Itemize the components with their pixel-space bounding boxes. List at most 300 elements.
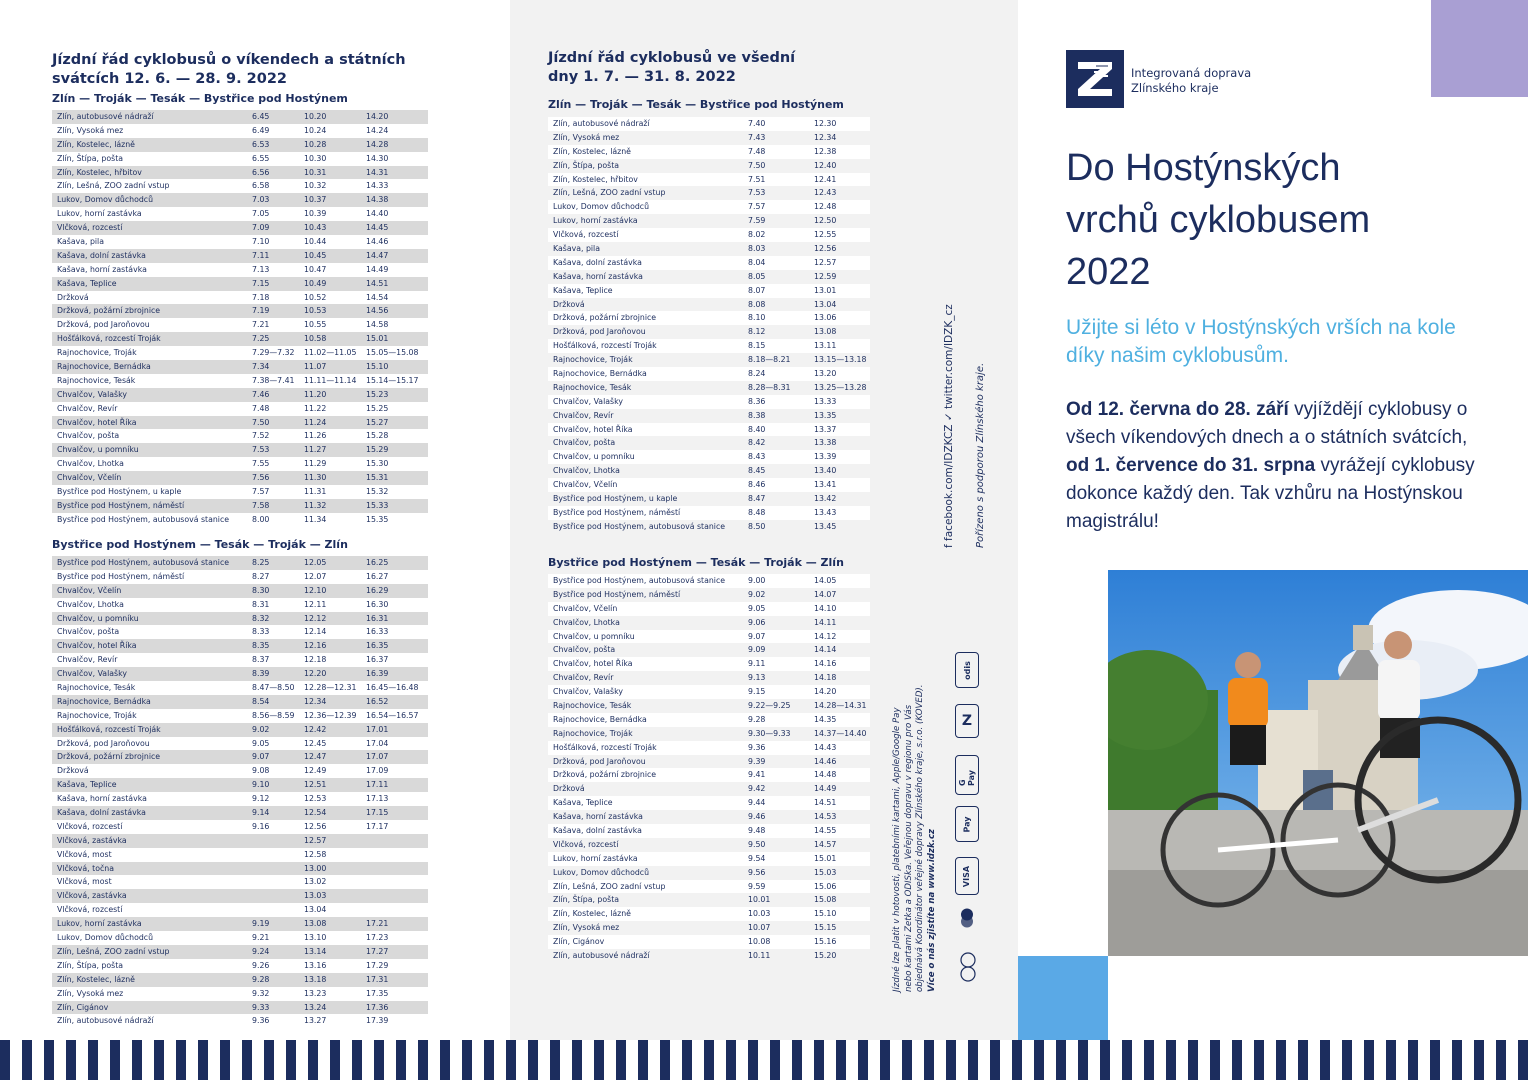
timetable-row bbox=[52, 750, 428, 764]
departure-time: 14.28 bbox=[366, 139, 389, 149]
departure-time: 9.12 bbox=[252, 794, 270, 804]
stop-name: Lukov, Domov důchodců bbox=[553, 867, 650, 877]
stop-name: Chvalčov, hotel Říka bbox=[553, 424, 633, 434]
stop-name: Kašava, horní zastávka bbox=[553, 271, 643, 281]
departure-time: 11.26 bbox=[304, 431, 327, 441]
timetable-row bbox=[548, 741, 870, 755]
departure-time: 10.37 bbox=[304, 195, 327, 205]
stop-name: Chvalčov, pošta bbox=[57, 431, 120, 441]
departure-time: 14.46 bbox=[814, 756, 837, 766]
departure-time: 9.33 bbox=[252, 1002, 270, 1012]
odis-icon: odis bbox=[955, 652, 979, 688]
timetable-row bbox=[52, 166, 428, 180]
departure-time: 14.14 bbox=[814, 645, 837, 655]
timetable-row bbox=[52, 457, 428, 471]
timetable-row bbox=[548, 520, 870, 534]
departure-time: 8.04 bbox=[748, 257, 766, 267]
stop-name: Rajnochovice, Bernádka bbox=[553, 369, 647, 379]
departure-time: 8.07 bbox=[748, 285, 766, 295]
stop-name: Držková bbox=[57, 292, 89, 302]
stop-name: Lukov, Domov důchodců bbox=[57, 195, 154, 205]
departure-time: 8.15 bbox=[748, 341, 766, 351]
stop-name: Zlín, Lešná, ZOO zadní vstup bbox=[57, 946, 170, 956]
departure-time: 14.56 bbox=[366, 306, 389, 316]
departure-time: 7.48 bbox=[748, 146, 766, 156]
timetable-row bbox=[548, 824, 870, 838]
departure-time: 17.17 bbox=[366, 821, 389, 831]
departure-time: 17.35 bbox=[366, 988, 389, 998]
timetable-row bbox=[52, 695, 428, 709]
stop-name: Chvalčov, Lhotka bbox=[553, 466, 620, 476]
departure-time: 8.10 bbox=[748, 313, 766, 323]
timetable-row bbox=[548, 893, 870, 907]
departure-time: 15.35 bbox=[366, 514, 389, 524]
departure-time: 8.43 bbox=[748, 452, 766, 462]
departure-time: 7.53 bbox=[748, 188, 766, 198]
departure-time: 17.21 bbox=[366, 919, 389, 929]
weekend-title-line1: Jízdní řád cyklobusů o víkendech a státních bbox=[52, 52, 406, 68]
timetable-row bbox=[52, 737, 428, 751]
stop-name: Vlčková, zastávka bbox=[57, 835, 127, 845]
timetable-row bbox=[52, 332, 428, 346]
departure-time: 15.10 bbox=[814, 909, 837, 919]
departure-time: 12.56 bbox=[814, 244, 837, 254]
weekend-title bbox=[52, 51, 492, 89]
departure-time: 9.44 bbox=[748, 798, 766, 808]
departure-time: 14.49 bbox=[814, 784, 837, 794]
departure-time: 14.16 bbox=[814, 659, 837, 669]
departure-time: 11.02—11.05 bbox=[304, 348, 357, 358]
departure-time: 9.28 bbox=[252, 974, 270, 984]
timetable-row bbox=[548, 256, 870, 270]
departure-time: 13.38 bbox=[814, 438, 837, 448]
departure-time: 17.15 bbox=[366, 808, 389, 818]
timetable-row bbox=[52, 889, 428, 903]
departure-time: 17.13 bbox=[366, 794, 389, 804]
stop-name: Zlín, Vysoká mez bbox=[553, 132, 620, 142]
departure-time: 11.30 bbox=[304, 473, 327, 483]
stop-name: Chvalčov, Valašky bbox=[57, 669, 127, 679]
stop-name: Bystřice pod Hostýnem, autobusová stanice bbox=[57, 514, 230, 524]
departure-time: 17.31 bbox=[366, 974, 389, 984]
departure-time: 12.05 bbox=[304, 558, 327, 567]
weekday-route-a-title: Zlín — Troják — Tesák — Bystřice pod Hostýnem bbox=[548, 98, 844, 111]
stop-name: Zlín, autobusové nádraží bbox=[553, 119, 650, 128]
stop-name: Kašava, dolní zastávka bbox=[553, 826, 642, 836]
departure-time: 7.13 bbox=[252, 264, 270, 274]
departure-time: 9.16 bbox=[252, 821, 270, 831]
stop-name: Rajnochovice, Bernádka bbox=[57, 362, 151, 372]
stop-name: Bystřice pod Hostýnem, u kaple bbox=[57, 487, 182, 497]
departure-time: 14.54 bbox=[366, 292, 389, 302]
logo-line2: Zlínského kraje bbox=[1131, 81, 1219, 95]
timetable-row bbox=[52, 443, 428, 457]
stop-name: Zlín, autobusové nádraží bbox=[553, 951, 650, 961]
departure-time: 10.01 bbox=[748, 895, 771, 905]
stop-name: Chvalčov, u pomníku bbox=[57, 613, 139, 623]
departure-time: 9.56 bbox=[748, 867, 766, 877]
departure-time: 8.50 bbox=[748, 521, 766, 531]
timetable-row bbox=[52, 402, 428, 416]
timetable-row bbox=[52, 471, 428, 485]
google-pay-icon: G Pay bbox=[955, 755, 979, 795]
timetable-row bbox=[52, 277, 428, 291]
timetable-row bbox=[548, 935, 870, 949]
departure-time: 16.31 bbox=[366, 613, 389, 623]
departure-time: 15.05—15.08 bbox=[366, 348, 419, 358]
timetable-row bbox=[548, 727, 870, 741]
timetable-row bbox=[52, 820, 428, 834]
departure-time: 16.39 bbox=[366, 669, 389, 679]
departure-time: 8.12 bbox=[748, 327, 766, 337]
departure-time: 14.24 bbox=[366, 125, 389, 135]
departure-time: 10.55 bbox=[304, 320, 327, 330]
stop-name: Hošťálková, rozcestí Troják bbox=[553, 742, 657, 752]
departure-time: 13.16 bbox=[304, 960, 327, 970]
departure-time: 17.09 bbox=[366, 766, 389, 776]
departure-time: 8.39 bbox=[252, 669, 270, 679]
timetable-row bbox=[52, 235, 428, 249]
timetable-row bbox=[548, 353, 870, 367]
departure-time: 9.00 bbox=[748, 576, 766, 585]
departure-time: 9.48 bbox=[748, 826, 766, 836]
departure-time bbox=[366, 889, 428, 903]
stop-name: Rajnochovice, Bernádka bbox=[553, 714, 647, 724]
departure-time: 13.02 bbox=[304, 877, 327, 887]
stop-name: Rajnochovice, Tesák bbox=[57, 683, 136, 693]
departure-time: 14.51 bbox=[366, 278, 389, 288]
stop-name: Chvalčov, Lhotka bbox=[57, 599, 124, 609]
stop-name: Lukov, horní zastávka bbox=[553, 216, 638, 226]
timetable-row bbox=[548, 423, 870, 437]
timetable-row bbox=[548, 381, 870, 395]
departure-time: 11.32 bbox=[304, 500, 327, 510]
timetable-row bbox=[52, 152, 428, 166]
timetable-row bbox=[52, 193, 428, 207]
stop-name: Chvalčov, Revír bbox=[553, 410, 614, 420]
departure-time: 9.05 bbox=[748, 603, 766, 613]
stop-name: Kašava, dolní zastávka bbox=[57, 808, 146, 818]
timetable-row bbox=[548, 200, 870, 214]
departure-time: 9.07 bbox=[748, 631, 766, 641]
departure-time: 8.45 bbox=[748, 466, 766, 476]
departure-time: 13.24 bbox=[304, 1002, 327, 1012]
stop-name: Držková, pod Jaroňovou bbox=[57, 738, 150, 748]
mastercard-icon bbox=[957, 908, 977, 928]
stop-name: Rajnochovice, Troják bbox=[553, 355, 633, 365]
stop-name: Zlín, Cigánov bbox=[57, 1002, 109, 1012]
departure-time: 8.46 bbox=[748, 480, 766, 490]
departure-time bbox=[366, 834, 428, 848]
departure-time: 6.56 bbox=[252, 167, 270, 177]
departure-time: 7.57 bbox=[252, 487, 270, 497]
departure-time: 10.39 bbox=[304, 209, 327, 219]
departure-time: 9.39 bbox=[748, 756, 766, 766]
stop-name: Chvalčov, pošta bbox=[57, 627, 120, 637]
departure-time: 12.59 bbox=[814, 271, 837, 281]
departure-time: 13.04 bbox=[814, 299, 837, 309]
departure-time: 13.11 bbox=[814, 341, 837, 351]
departure-time: 13.04 bbox=[304, 905, 327, 915]
departure-time: 13.08 bbox=[304, 919, 327, 929]
stop-name: Zlín, Kostelec, lázně bbox=[57, 974, 135, 984]
departure-time: 9.11 bbox=[748, 659, 766, 669]
departure-time: 7.50 bbox=[748, 160, 766, 170]
stop-name: Chvalčov, Valašky bbox=[553, 687, 623, 697]
departure-time: 7.48 bbox=[252, 403, 270, 413]
body-bold-1: Od 12. června do 28. září bbox=[1066, 399, 1289, 420]
departure-time: 13.01 bbox=[814, 285, 837, 295]
departure-time: 8.25 bbox=[252, 558, 270, 567]
departure-time: 15.20 bbox=[814, 951, 837, 961]
timetable-row bbox=[548, 436, 870, 450]
stop-name: Kašava, horní zastávka bbox=[57, 794, 147, 804]
timetable-row bbox=[548, 616, 870, 630]
departure-time: 10.53 bbox=[304, 306, 327, 316]
timetable-row bbox=[52, 499, 428, 513]
departure-time: 11.27 bbox=[304, 445, 327, 455]
stop-name: Bystřice pod Hostýnem, náměstí bbox=[553, 507, 681, 517]
timetable-row bbox=[52, 709, 428, 723]
departure-time: 13.45 bbox=[814, 521, 837, 531]
departure-time: 10.45 bbox=[304, 250, 327, 260]
timetable-row bbox=[52, 346, 428, 360]
stop-name: Zlín, Vysoká mez bbox=[57, 125, 124, 135]
stop-name: Lukov, Domov důchodců bbox=[57, 933, 154, 943]
departure-time: 14.55 bbox=[814, 826, 837, 836]
stop-name: Vlčková, rozcestí bbox=[57, 905, 123, 915]
timetable-row bbox=[548, 117, 870, 131]
departure-time: 12.57 bbox=[814, 257, 837, 267]
departure-time: 13.40 bbox=[814, 466, 837, 476]
departure-time: 11.29 bbox=[304, 459, 327, 469]
departure-time: 16.54—16.57 bbox=[366, 710, 419, 720]
stop-name: Chvalčov, Revír bbox=[57, 403, 118, 413]
timetable-row bbox=[548, 492, 870, 506]
stop-name: Držková, požární zbrojnice bbox=[553, 313, 657, 323]
stop-name: Držková, požární zbrojnice bbox=[57, 306, 161, 316]
idzk-logo bbox=[1066, 50, 1124, 108]
departure-time: 8.42 bbox=[748, 438, 766, 448]
departure-time: 12.20 bbox=[304, 669, 327, 679]
departure-time: 10.43 bbox=[304, 223, 327, 233]
departure-time: 11.22 bbox=[304, 403, 327, 413]
timetable-row bbox=[52, 987, 428, 1001]
timetable-row bbox=[548, 574, 870, 588]
timetable-row bbox=[548, 186, 870, 200]
timetable-row bbox=[548, 907, 870, 921]
departure-time: 14.35 bbox=[814, 714, 837, 724]
timetable-row bbox=[52, 778, 428, 792]
stop-name: Bystřice pod Hostýnem, u kaple bbox=[553, 494, 678, 504]
departure-time bbox=[252, 862, 304, 876]
departure-time: 14.51 bbox=[814, 798, 837, 808]
timetable-row bbox=[52, 263, 428, 277]
stop-name: Rajnochovice, Tesák bbox=[57, 375, 136, 385]
departure-time: 10.28 bbox=[304, 139, 327, 149]
departure-time: 14.31 bbox=[366, 167, 389, 177]
stop-name: Zlín, autobusové nádraží bbox=[57, 112, 154, 121]
stop-name: Chvalčov, Lhotka bbox=[57, 459, 124, 469]
departure-time: 16.25 bbox=[366, 558, 389, 567]
stop-name: Rajnochovice, Tesák bbox=[553, 701, 632, 711]
departure-time: 15.06 bbox=[814, 881, 837, 891]
departure-time: 9.36 bbox=[748, 742, 766, 752]
departure-time: 9.32 bbox=[252, 988, 270, 998]
social-links[interactable]: f facebook.com/IDZKCZ ✓ twitter.com/IDZK_cz bbox=[943, 304, 955, 548]
departure-time: 11.24 bbox=[304, 417, 327, 427]
timetable-row bbox=[548, 880, 870, 894]
departure-time: 17.11 bbox=[366, 780, 389, 790]
headline-line2: vrchů cyklobusem bbox=[1066, 199, 1371, 241]
departure-time: 13.00 bbox=[304, 863, 327, 873]
timetable-row bbox=[548, 173, 870, 187]
departure-time: 6.55 bbox=[252, 153, 270, 163]
departure-time: 13.33 bbox=[814, 396, 837, 406]
stop-name: Kašava, dolní zastávka bbox=[553, 257, 642, 267]
departure-time: 14.10 bbox=[814, 603, 837, 613]
departure-time: 14.43 bbox=[814, 742, 837, 752]
departure-time: 11.20 bbox=[304, 389, 327, 399]
timetable-row bbox=[548, 949, 870, 963]
departure-time bbox=[252, 848, 304, 862]
timetable-row bbox=[52, 875, 428, 889]
departure-time: 16.29 bbox=[366, 585, 389, 595]
cyclists-photo bbox=[1108, 570, 1528, 956]
timetable-row bbox=[548, 131, 870, 145]
timetable-row bbox=[52, 681, 428, 695]
departure-time: 10.31 bbox=[304, 167, 327, 177]
timetable-row bbox=[52, 792, 428, 806]
departure-time: 16.37 bbox=[366, 655, 389, 665]
weekend-route-a-title: Zlín — Troják — Tesák — Bystřice pod Hostýnem bbox=[52, 92, 348, 105]
departure-time: 8.33 bbox=[252, 627, 270, 637]
departure-time: 12.28—12.31 bbox=[304, 683, 357, 693]
weekday-title bbox=[548, 49, 848, 87]
departure-time: 10.52 bbox=[304, 292, 327, 302]
body-text-1: vyjíždějí cyklobusy o všech víkendových dnech a o státních svátcích, bbox=[1066, 399, 1468, 448]
departure-time: 9.41 bbox=[748, 770, 766, 780]
departure-time: 17.27 bbox=[366, 946, 389, 956]
departure-time: 8.38 bbox=[748, 410, 766, 420]
timetable-row bbox=[52, 764, 428, 778]
timetable-row bbox=[52, 1014, 428, 1028]
departure-time: 15.29 bbox=[366, 445, 389, 455]
weekday-route-a-table bbox=[548, 117, 870, 534]
departure-time: 8.05 bbox=[748, 271, 766, 281]
stop-name: Vlčková, rozcestí bbox=[57, 223, 123, 233]
timetable-row bbox=[548, 367, 870, 381]
departure-time: 7.52 bbox=[252, 431, 270, 441]
departure-time bbox=[252, 875, 304, 889]
departure-time: 8.47—8.50 bbox=[252, 683, 295, 693]
departure-time: 12.43 bbox=[814, 188, 837, 198]
weekday-route-b-table bbox=[548, 574, 870, 963]
timetable-row bbox=[548, 699, 870, 713]
departure-time: 14.53 bbox=[814, 812, 837, 822]
stop-name: Lukov, horní zastávka bbox=[553, 853, 638, 863]
departure-time: 14.48 bbox=[814, 770, 837, 780]
departure-time: 7.40 bbox=[748, 119, 766, 128]
departure-time: 9.09 bbox=[748, 645, 766, 655]
timetable-row bbox=[548, 145, 870, 159]
departure-time: 13.35 bbox=[814, 410, 837, 420]
departure-time: 14.20 bbox=[366, 112, 389, 121]
departure-time: 12.48 bbox=[814, 202, 837, 212]
logo-text bbox=[1131, 66, 1251, 96]
stop-name: Zlín, autobusové nádraží bbox=[57, 1016, 154, 1026]
departure-time: 12.34 bbox=[814, 132, 837, 142]
stop-name: Vlčková, točna bbox=[57, 863, 114, 873]
departure-time: 7.18 bbox=[252, 292, 270, 302]
timetable-row bbox=[52, 931, 428, 945]
departure-time: 12.54 bbox=[304, 808, 327, 818]
cover-body bbox=[1066, 396, 1486, 536]
stop-name: Zlín, Štípa, pošta bbox=[57, 153, 124, 163]
visa-icon: VISA bbox=[955, 857, 979, 895]
departure-time: 15.14—15.17 bbox=[366, 375, 419, 385]
departure-time: 7.03 bbox=[252, 195, 270, 205]
timetable-row bbox=[52, 374, 428, 388]
timetable-row bbox=[52, 291, 428, 305]
departure-time: 17.36 bbox=[366, 1002, 389, 1012]
stop-name: Chvalčov, pošta bbox=[553, 438, 616, 448]
stop-name: Držková bbox=[553, 784, 585, 794]
timetable-row bbox=[548, 643, 870, 657]
departure-time: 8.30 bbox=[252, 585, 270, 595]
stop-name: Zlín, Lešná, ZOO zadní vstup bbox=[57, 181, 170, 191]
timetable-row bbox=[52, 625, 428, 639]
departure-time: 7.21 bbox=[252, 320, 270, 330]
departure-time: 9.06 bbox=[748, 617, 766, 627]
departure-time: 16.45—16.48 bbox=[366, 683, 419, 693]
departure-time: 15.32 bbox=[366, 487, 389, 497]
departure-time: 11.07 bbox=[304, 362, 327, 372]
timetable-row bbox=[548, 284, 870, 298]
departure-time: 9.21 bbox=[252, 933, 270, 943]
departure-time bbox=[252, 903, 304, 917]
stop-name: Bystřice pod Hostýnem, náměstí bbox=[57, 500, 185, 510]
departure-time: 14.47 bbox=[366, 250, 389, 260]
departure-time: 12.07 bbox=[304, 571, 327, 581]
stop-name: Držková, pod Jaroňovou bbox=[553, 327, 646, 337]
timetable-row bbox=[548, 478, 870, 492]
stop-name: Zlín, Vysoká mez bbox=[553, 923, 620, 933]
stop-name: Zlín, Lešná, ZOO zadní vstup bbox=[553, 881, 666, 891]
departure-time: 12.45 bbox=[304, 738, 327, 748]
timetable-row bbox=[52, 513, 428, 527]
departure-time: 15.30 bbox=[366, 459, 389, 469]
timetable-row bbox=[548, 228, 870, 242]
timetable-row bbox=[52, 723, 428, 737]
stop-name: Vlčková, rozcestí bbox=[553, 230, 619, 240]
stop-name: Zlín, Štípa, pošta bbox=[57, 960, 124, 970]
timetable-row bbox=[52, 207, 428, 221]
departure-time: 12.50 bbox=[814, 216, 837, 226]
departure-time: 7.25 bbox=[252, 334, 270, 344]
stop-name: Chvalčov, u pomníku bbox=[57, 445, 139, 455]
departure-time bbox=[366, 848, 428, 862]
stop-name: Bystřice pod Hostýnem, autobusová stanice bbox=[553, 521, 726, 531]
timetable-row bbox=[52, 667, 428, 681]
departure-time: 14.33 bbox=[366, 181, 389, 191]
departure-time: 13.39 bbox=[814, 452, 837, 462]
timetable-row bbox=[548, 325, 870, 339]
departure-time: 8.56—8.59 bbox=[252, 710, 295, 720]
timetable-row bbox=[52, 806, 428, 820]
departure-time: 13.06 bbox=[814, 313, 837, 323]
departure-time: 15.28 bbox=[366, 431, 389, 441]
